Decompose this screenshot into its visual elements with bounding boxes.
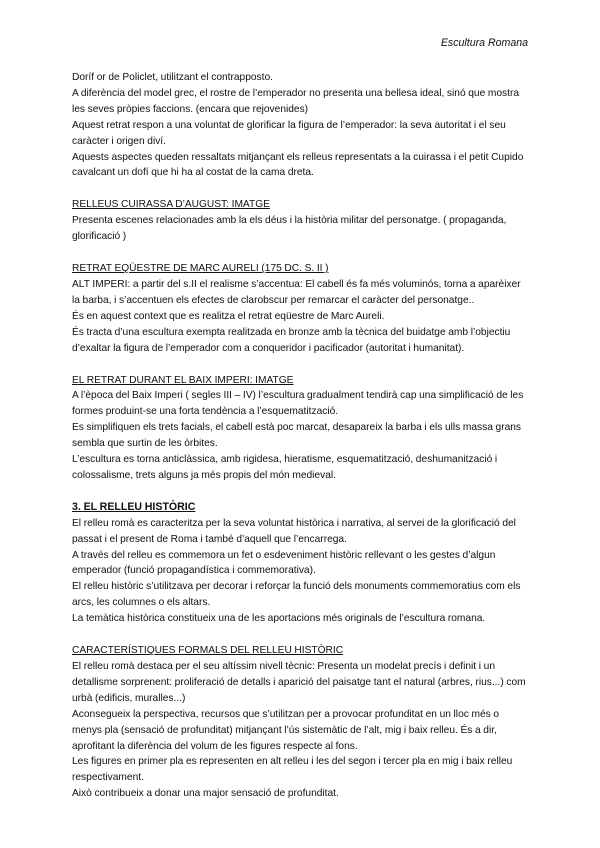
paragraph: L’escultura es torna anticlàssica, amb rigidesa, hieratisme, esquematització, deshumanització i colossalisme, trets alguns ja més propis del món medieval. (72, 454, 498, 481)
section-heading: 3. EL RELLEU HISTÒRIC (72, 500, 196, 513)
section-heading: CARACTERÍSTIQUES FORMALS DEL RELLEU HISTÒRIC (72, 645, 344, 657)
paragraph: ALT IMPERI: a partir del s.II el realisme s’accentua: El cabell és fa més voluminós, torna a aparèixer la barba, i s’accentuen els efectes de clarobscur per remarcar el caràcter del personatge.. (72, 278, 521, 306)
section-heading: RELLEUS CUIRASSA D’AUGUST: IMATGE (72, 199, 270, 211)
section-relleus-cuirassa (72, 197, 530, 245)
running-header: Escultura Romana (440, 37, 528, 49)
paragraph: A l’època del Baix Imperi ( segles III – IV) l’escultura gradualment tendirà cap una simplificació de les formes produint-se una forta tendència a l’esquematització. (72, 390, 524, 418)
paragraph: El relleu romà es caracteritza per la seva voluntat històrica i narrativa, al servei de la glorificació del passat i el present de Roma i també d’aquell que l’encarrega. (72, 517, 516, 545)
paragraph: El relleu històric s’utilitzava per decorar i reforçar la funció dels monuments commemoratius com els arcs, les columnes o els altars. (72, 581, 521, 609)
paragraph: El relleu romà destaca per el seu altíssim nivell tècnic: Presenta un modelat precís i definit i un detallisme sorprenent: proliferació de detalls i aparició del paisatge tant el natural (arbres, rius...) com urbà (edificis, muralles...) (72, 661, 526, 704)
paragraph: Això contribueix a donar una major sensació de profunditat. (72, 788, 339, 800)
section-heading: RETRAT EQÜESTRE DE MARC AURELI (175 DC. S. II ) (72, 263, 329, 275)
paragraph: Es simplifiquen els trets facials, el cabell està poc marcat, desapareix la barba i els ulls massa grans sembla que surtin de les òrbites. (72, 422, 522, 450)
paragraph: La temàtica històrica constitueix una de les aportacions més originals de l’escultura romana. (72, 613, 486, 625)
section-caracteristiques-formals (72, 643, 530, 802)
paragraph: Aquest retrat respon a una voluntat de glorificar la figura de l’emperador: la seva autoritat i el seu caràcter i origen diví. (72, 119, 506, 147)
paragraph: Les figures en primer pla es representen en alt relleu i les del segon i tercer pla en mig i baix relleu respectivament. (72, 756, 513, 784)
section-relleu-historic (72, 500, 530, 627)
paragraph: Presenta escenes relacionades amb la els déus i la història militar del personatge. ( propaganda, glorificació ) (72, 215, 507, 243)
paragraph: És tracta d’una escultura exempta realitzada en bronze amb la tècnica del buidatge amb l’objectiu d’exaltar la figura de l’emperador com a conqueridor i pacificador (autoritat i humanitat). (72, 326, 511, 354)
paragraph: És en aquest context que es realitza el retrat eqüestre de Marc Aureli. (72, 310, 385, 322)
intro-block (72, 70, 530, 181)
paragraph: A diferència del model grec, el rostre de l’emperador no presenta una bellesa ideal, sinó que mostra les seves pròpies faccions. (encara que rejovenides) (72, 87, 520, 115)
section-heading: EL RETRAT DURANT EL BAIX IMPERI: IMATGE (72, 374, 294, 386)
section-retrat-equestre (72, 261, 530, 356)
document-body (72, 70, 530, 802)
section-baix-imperi (72, 373, 530, 484)
paragraph: Aquests aspectes queden ressaltats mitjançant els relleus representats a la cuirassa i el petit Cupido cavalcant un dofí que hi ha al costat de la cama dreta. (72, 151, 524, 179)
paragraph: Doríf or de Policlet, utilitzant el contrapposto. (72, 72, 273, 83)
paragraph: Aconsegueix la perspectiva, recursos que s’utilitzan per a provocar profunditat en un lloc més o menys pla (sensació de profunditat) mitjançant l’ús sistemàtic de l’alt, mig i baix relleu. És a dir, aprofitant la diferència del volum de les figures respecte al fons. (72, 708, 500, 752)
paragraph: A través del relleu es commemora un fet o esdeveniment històric rellevant o les gestes d’algun emperador (funció propagandística i commemorativa). (72, 549, 496, 577)
